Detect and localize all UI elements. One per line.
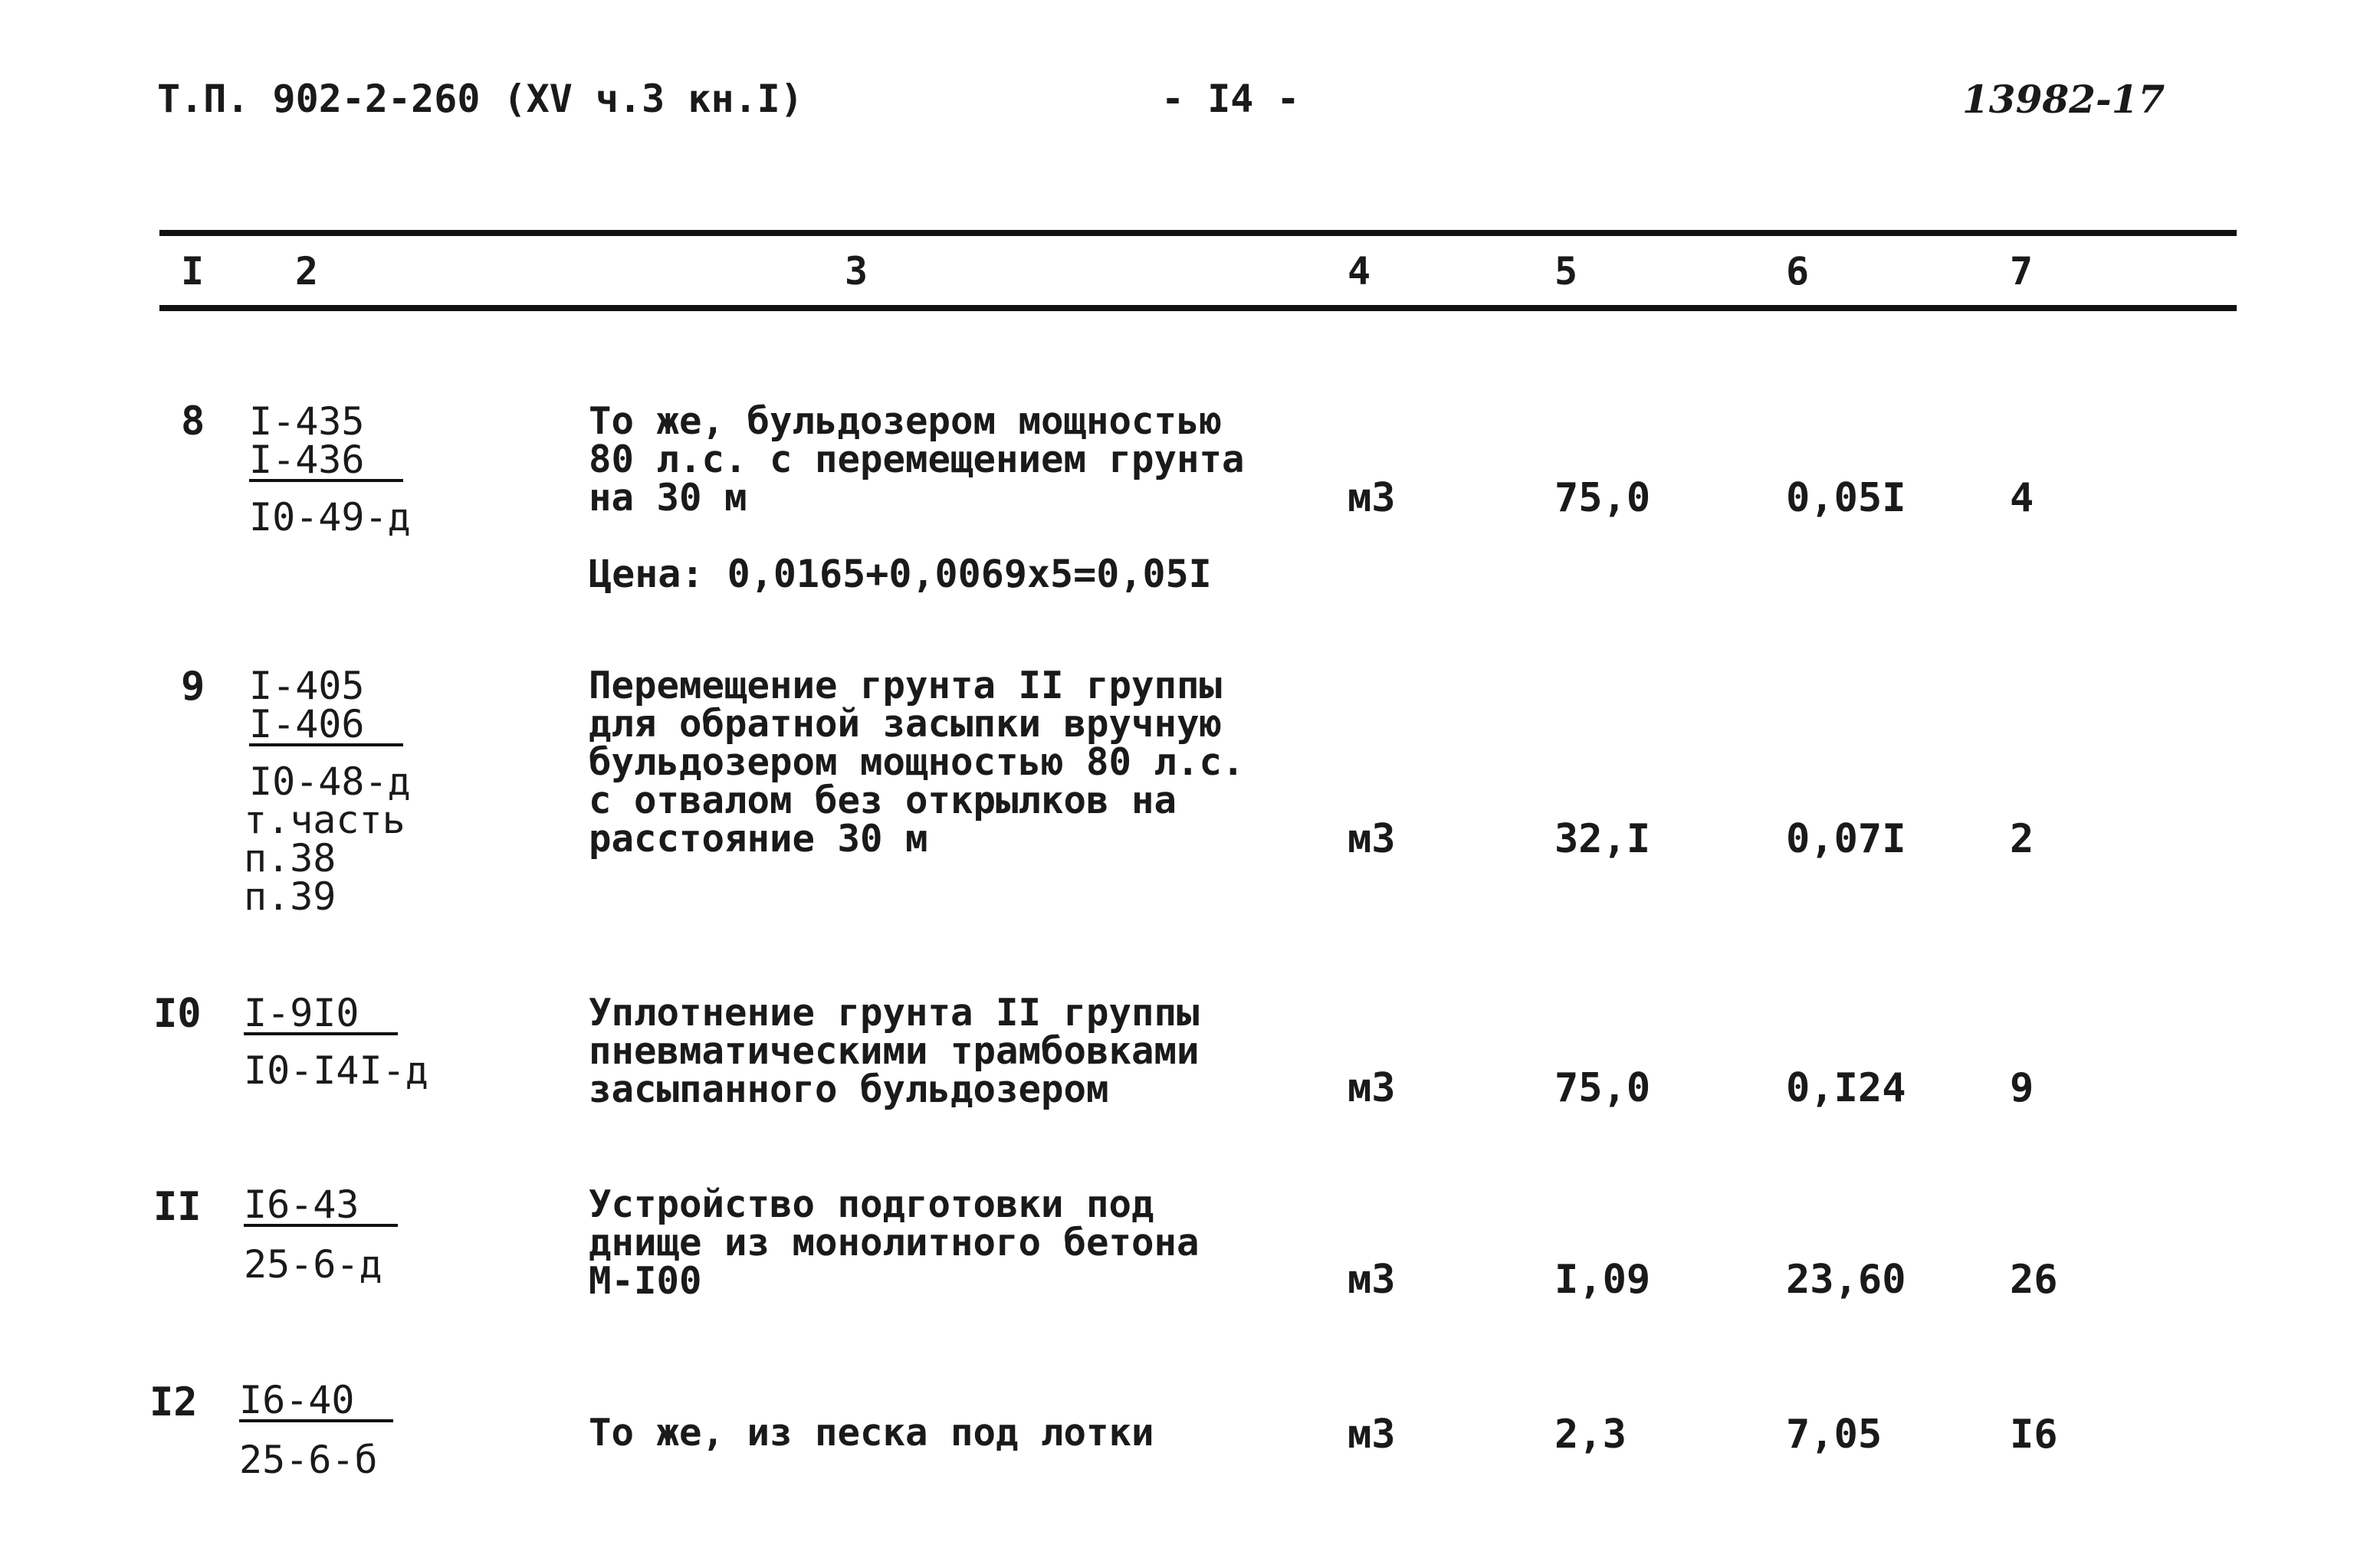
column-header-6: 6: [1786, 249, 1810, 294]
norm-code: 25-6-д: [244, 1242, 382, 1287]
total: 9: [2010, 1065, 2034, 1111]
table-top-rule: [159, 230, 2237, 236]
price-formula: Цена: 0,0165+0,0069x5=0,05I: [589, 552, 1212, 596]
page-number: - I4 -: [1161, 77, 1300, 121]
work-description: Перемещение грунта II группы для обратной засыпки вручную бульдозером мощностью 80 л.с. с отвалом без открылков на расстояние 30 м: [589, 664, 1245, 861]
item-code-underlined: I-9I0: [244, 994, 398, 1035]
unit: м3: [1348, 1065, 1396, 1111]
item-code: I-435: [249, 399, 365, 444]
norm-code: I0-I4I-д: [244, 1048, 428, 1093]
item-code-underlined: I-436: [249, 441, 403, 482]
column-header-2: 2: [295, 249, 319, 294]
unit: м3: [1348, 475, 1396, 521]
unit-rate: 0,07I: [1786, 816, 1906, 862]
column-header-3: 3: [845, 249, 868, 294]
unit-rate: 0,05I: [1786, 475, 1906, 521]
row-number: 9: [181, 664, 205, 710]
item-code-underlined: I-406: [249, 705, 403, 746]
norm-reference: п.39: [244, 874, 336, 919]
row-number: II: [153, 1184, 202, 1230]
item-code-underlined: I6-43: [244, 1186, 398, 1227]
work-description: Устройство подготовки под днище из монолитного бетона М-I00: [589, 1182, 1200, 1303]
column-header-4: 4: [1348, 249, 1371, 294]
unit: м3: [1348, 1257, 1396, 1303]
total: 2: [2010, 816, 2034, 862]
norm-reference: т.часть: [244, 798, 405, 842]
total: 4: [2010, 475, 2034, 521]
unit-rate: 23,60: [1786, 1257, 1906, 1303]
work-description: То же, бульдозером мощностью 80 л.с. с перемещением грунта на 30 м: [589, 399, 1245, 520]
norm-reference: п.38: [244, 836, 336, 881]
quantity: 32,I: [1554, 816, 1651, 862]
quantity: 2,3: [1554, 1412, 1627, 1458]
norm-code: 25-6-б: [239, 1438, 378, 1482]
unit-rate: 0,I24: [1786, 1065, 1906, 1111]
archive-number: 13982-17: [1962, 77, 2165, 122]
column-header-7: 7: [2010, 249, 2034, 294]
total: I6: [2010, 1412, 2058, 1458]
quantity: 75,0: [1554, 475, 1651, 521]
column-header-5: 5: [1554, 249, 1578, 294]
row-number: 8: [181, 398, 205, 444]
unit: м3: [1348, 816, 1396, 862]
item-code-underlined: I6-40: [239, 1381, 393, 1422]
quantity: 75,0: [1554, 1065, 1651, 1111]
row-number: I2: [149, 1379, 198, 1425]
table-header-rule: [159, 305, 2237, 311]
unit-rate: 7,05: [1786, 1412, 1883, 1458]
row-number: I0: [153, 991, 202, 1037]
column-header-1: I: [181, 249, 205, 294]
work-description: Уплотнение грунта II группы пневматическими трамбовками засыпанного бульдозером: [589, 991, 1200, 1111]
document-code: Т.П. 902-2-260 (XV ч.3 кн.I): [157, 77, 803, 121]
item-code: I-405: [249, 664, 365, 708]
total: 26: [2010, 1257, 2058, 1303]
work-description: То же, из песка под лотки: [589, 1411, 1154, 1455]
norm-code: I0-48-д: [249, 759, 411, 804]
norm-code: I0-49-д: [249, 495, 411, 540]
quantity: I,09: [1554, 1257, 1651, 1303]
unit: м3: [1348, 1412, 1396, 1458]
